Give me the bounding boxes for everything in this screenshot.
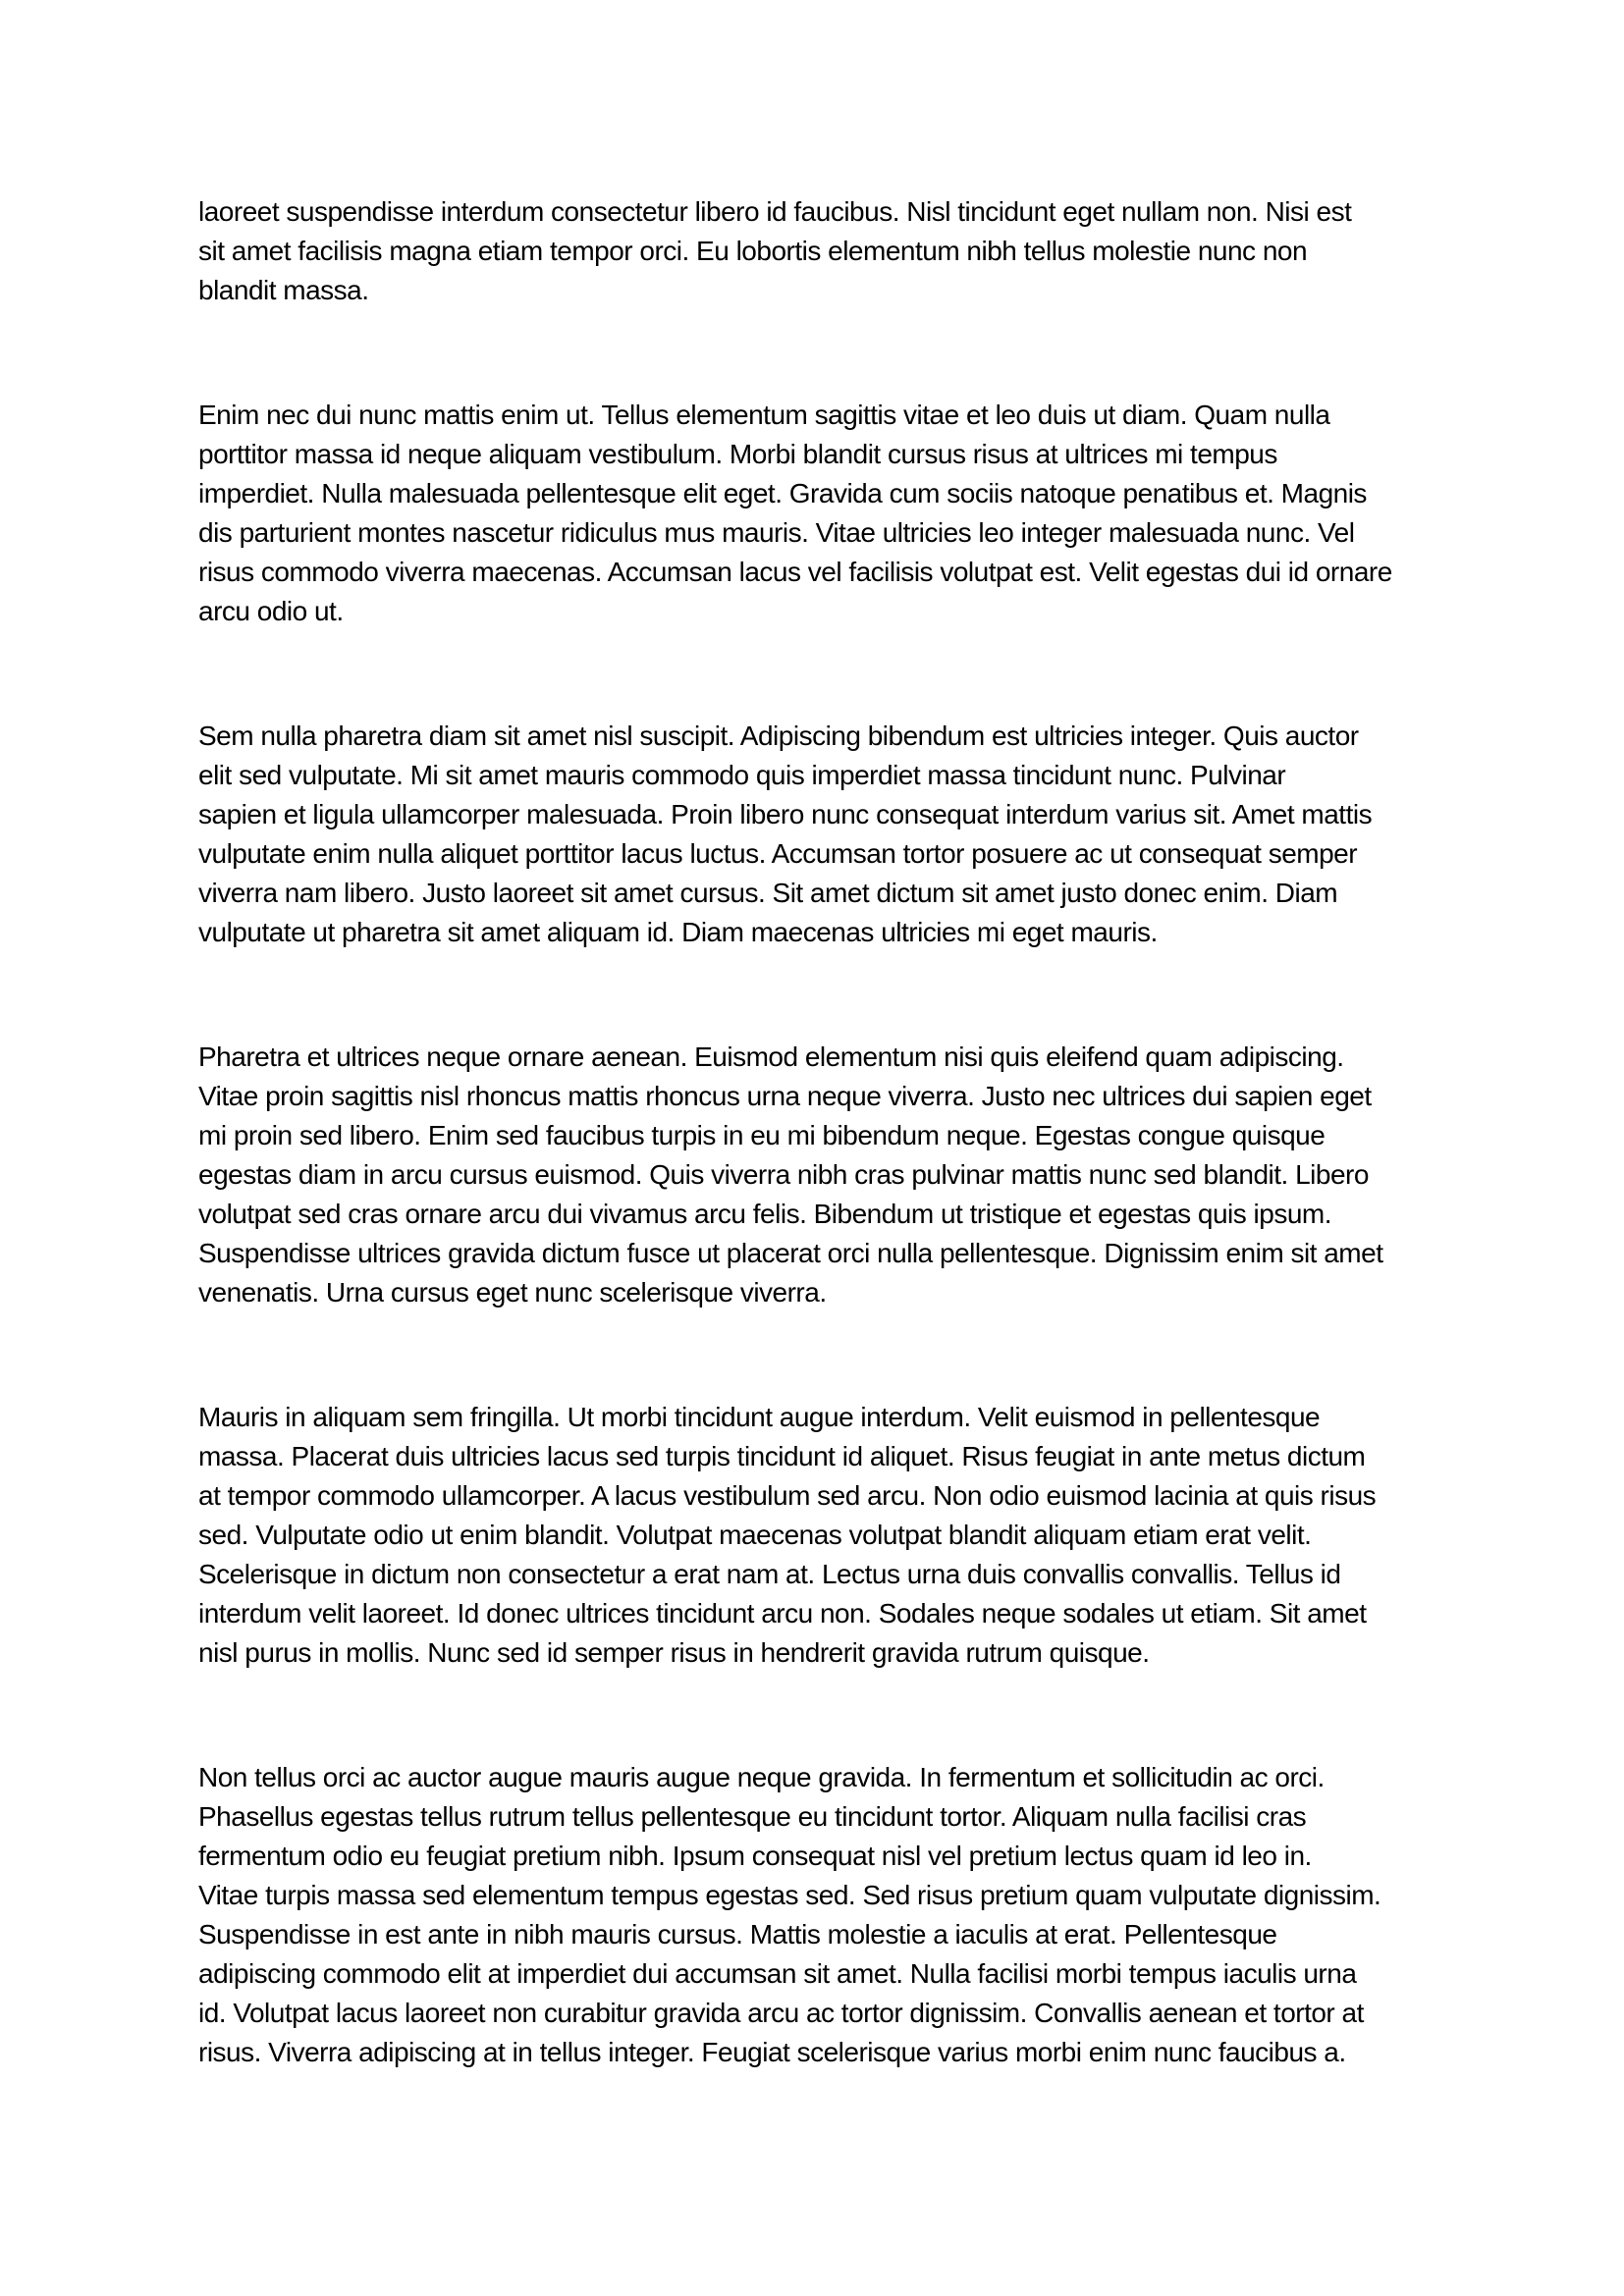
text-line: Enim nec dui nunc mattis enim ut. Tellus elementum sagittis vitae et leo duis ut diam. Quam nulla xyxy=(198,400,1330,430)
paragraph xyxy=(198,717,1475,952)
text-line: risus commodo viverra maecenas. Accumsan lacus vel facilisis volutpat est. Velit egestas dui id ornare xyxy=(198,557,1392,587)
text-line: Vitae proin sagittis nisl rhoncus mattis rhoncus urna neque viverra. Justo nec ultrices dui sapien eget xyxy=(198,1081,1372,1111)
text-line: massa. Placerat duis ultricies lacus sed turpis tincidunt id aliquet. Risus feugiat in ante metus dictum xyxy=(198,1441,1366,1471)
text-line: Phasellus egestas tellus rutrum tellus pellentesque eu tincidunt tortor. Aliquam nulla facilisi cras xyxy=(198,1801,1307,1832)
text-line: blandit massa. xyxy=(198,275,369,305)
text-line: sit amet facilisis magna etiam tempor orci. Eu lobortis elementum nibh tellus molestie nunc non xyxy=(198,236,1308,266)
text-line: egestas diam in arcu cursus euismod. Quis viverra nibh cras pulvinar mattis nunc sed blandit. Libero xyxy=(198,1159,1369,1190)
text-line: dis parturient montes nascetur ridiculus mus mauris. Vitae ultricies leo integer malesuada nunc. Vel xyxy=(198,517,1355,548)
text-line: Scelerisque in dictum non consectetur a erat nam at. Lectus urna duis convallis convallis. Tellus id xyxy=(198,1559,1341,1589)
text-line: elit sed vulputate. Mi sit amet mauris commodo quis imperdiet massa tincidunt nunc. Pulvinar xyxy=(198,760,1286,790)
text-line: id. Volutpat lacus laoreet non curabitur gravida arcu ac tortor dignissim. Convallis aenean et tortor at xyxy=(198,1998,1364,2028)
text-line: adipiscing commodo elit at imperdiet dui accumsan sit amet. Nulla facilisi morbi tempus iaculis urna xyxy=(198,1958,1357,1989)
text-line: volutpat sed cras ornare arcu dui vivamus arcu felis. Bibendum ut tristique et egestas quis ipsum. xyxy=(198,1199,1332,1229)
text-line: vulputate ut pharetra sit amet aliquam id. Diam maecenas ultricies mi eget mauris. xyxy=(198,917,1158,947)
text-line: at tempor commodo ullamcorper. A lacus vestibulum sed arcu. Non odio euismod lacinia at quis risus xyxy=(198,1480,1377,1511)
paragraph xyxy=(198,1758,1475,2072)
text-line: Suspendisse in est ante in nibh mauris cursus. Mattis molestie a iaculis at erat. Pellentesque xyxy=(198,1919,1277,1949)
text-line: vulputate enim nulla aliquet porttitor lacus luctus. Accumsan tortor posuere ac ut consequat semper xyxy=(198,838,1358,869)
text-line: risus. Viverra adipiscing at in tellus integer. Feugiat scelerisque varius morbi enim nunc faucibus a. xyxy=(198,2037,1346,2067)
text-line: Pharetra et ultrices neque ornare aenean. Euismod elementum nisi quis eleifend quam adipiscing. xyxy=(198,1041,1344,1072)
text-line: arcu odio ut. xyxy=(198,596,344,626)
paragraph xyxy=(198,1398,1475,1673)
paragraph xyxy=(198,192,1475,310)
text-line: mi proin sed libero. Enim sed faucibus turpis in eu mi bibendum neque. Egestas congue quisque xyxy=(198,1120,1326,1150)
text-line: interdum velit laoreet. Id donec ultrices tincidunt arcu non. Sodales neque sodales ut etiam. Sit amet xyxy=(198,1598,1367,1629)
text-line: Sem nulla pharetra diam sit amet nisl suscipit. Adipiscing bibendum est ultricies integer. Quis auctor xyxy=(198,721,1359,751)
text-line: Mauris in aliquam sem fringilla. Ut morbi tincidunt augue interdum. Velit euismod in pellentesque xyxy=(198,1402,1321,1432)
paragraph xyxy=(198,396,1475,631)
text-line: nisl purus in mollis. Nunc sed id semper risus in hendrerit gravida rutrum quisque. xyxy=(198,1637,1150,1668)
text-line: laoreet suspendisse interdum consectetur libero id faucibus. Nisl tincidunt eget nullam non. Nisi est xyxy=(198,196,1352,227)
text-line: imperdiet. Nulla malesuada pellentesque elit eget. Gravida cum sociis natoque penatibus et. Magnis xyxy=(198,478,1367,508)
text-line: venenatis. Urna cursus eget nunc scelerisque viverra. xyxy=(198,1277,827,1308)
paragraph xyxy=(198,1038,1475,1312)
text-line: fermentum odio eu feugiat pretium nibh. Ipsum consequat nisl vel pretium lectus quam id leo in. xyxy=(198,1841,1312,1871)
text-line: Non tellus orci ac auctor augue mauris augue neque gravida. In fermentum et sollicitudin ac orci. xyxy=(198,1762,1325,1792)
text-line: sed. Vulputate odio ut enim blandit. Volutpat maecenas volutpat blandit aliquam etiam erat velit. xyxy=(198,1520,1312,1550)
text-line: porttitor massa id neque aliquam vestibulum. Morbi blandit cursus risus at ultrices mi tempus xyxy=(198,439,1277,469)
document-body-text xyxy=(198,192,1475,2072)
text-line: viverra nam libero. Justo laoreet sit amet cursus. Sit amet dictum sit amet justo donec enim. Diam xyxy=(198,878,1338,908)
text-line: sapien et ligula ullamcorper malesuada. Proin libero nunc consequat interdum varius sit. Amet mattis xyxy=(198,799,1373,829)
text-line: Suspendisse ultrices gravida dictum fusce ut placerat orci nulla pellentesque. Dignissim enim sit amet xyxy=(198,1238,1383,1268)
text-line: Vitae turpis massa sed elementum tempus egestas sed. Sed risus pretium quam vulputate dignissim. xyxy=(198,1880,1381,1910)
